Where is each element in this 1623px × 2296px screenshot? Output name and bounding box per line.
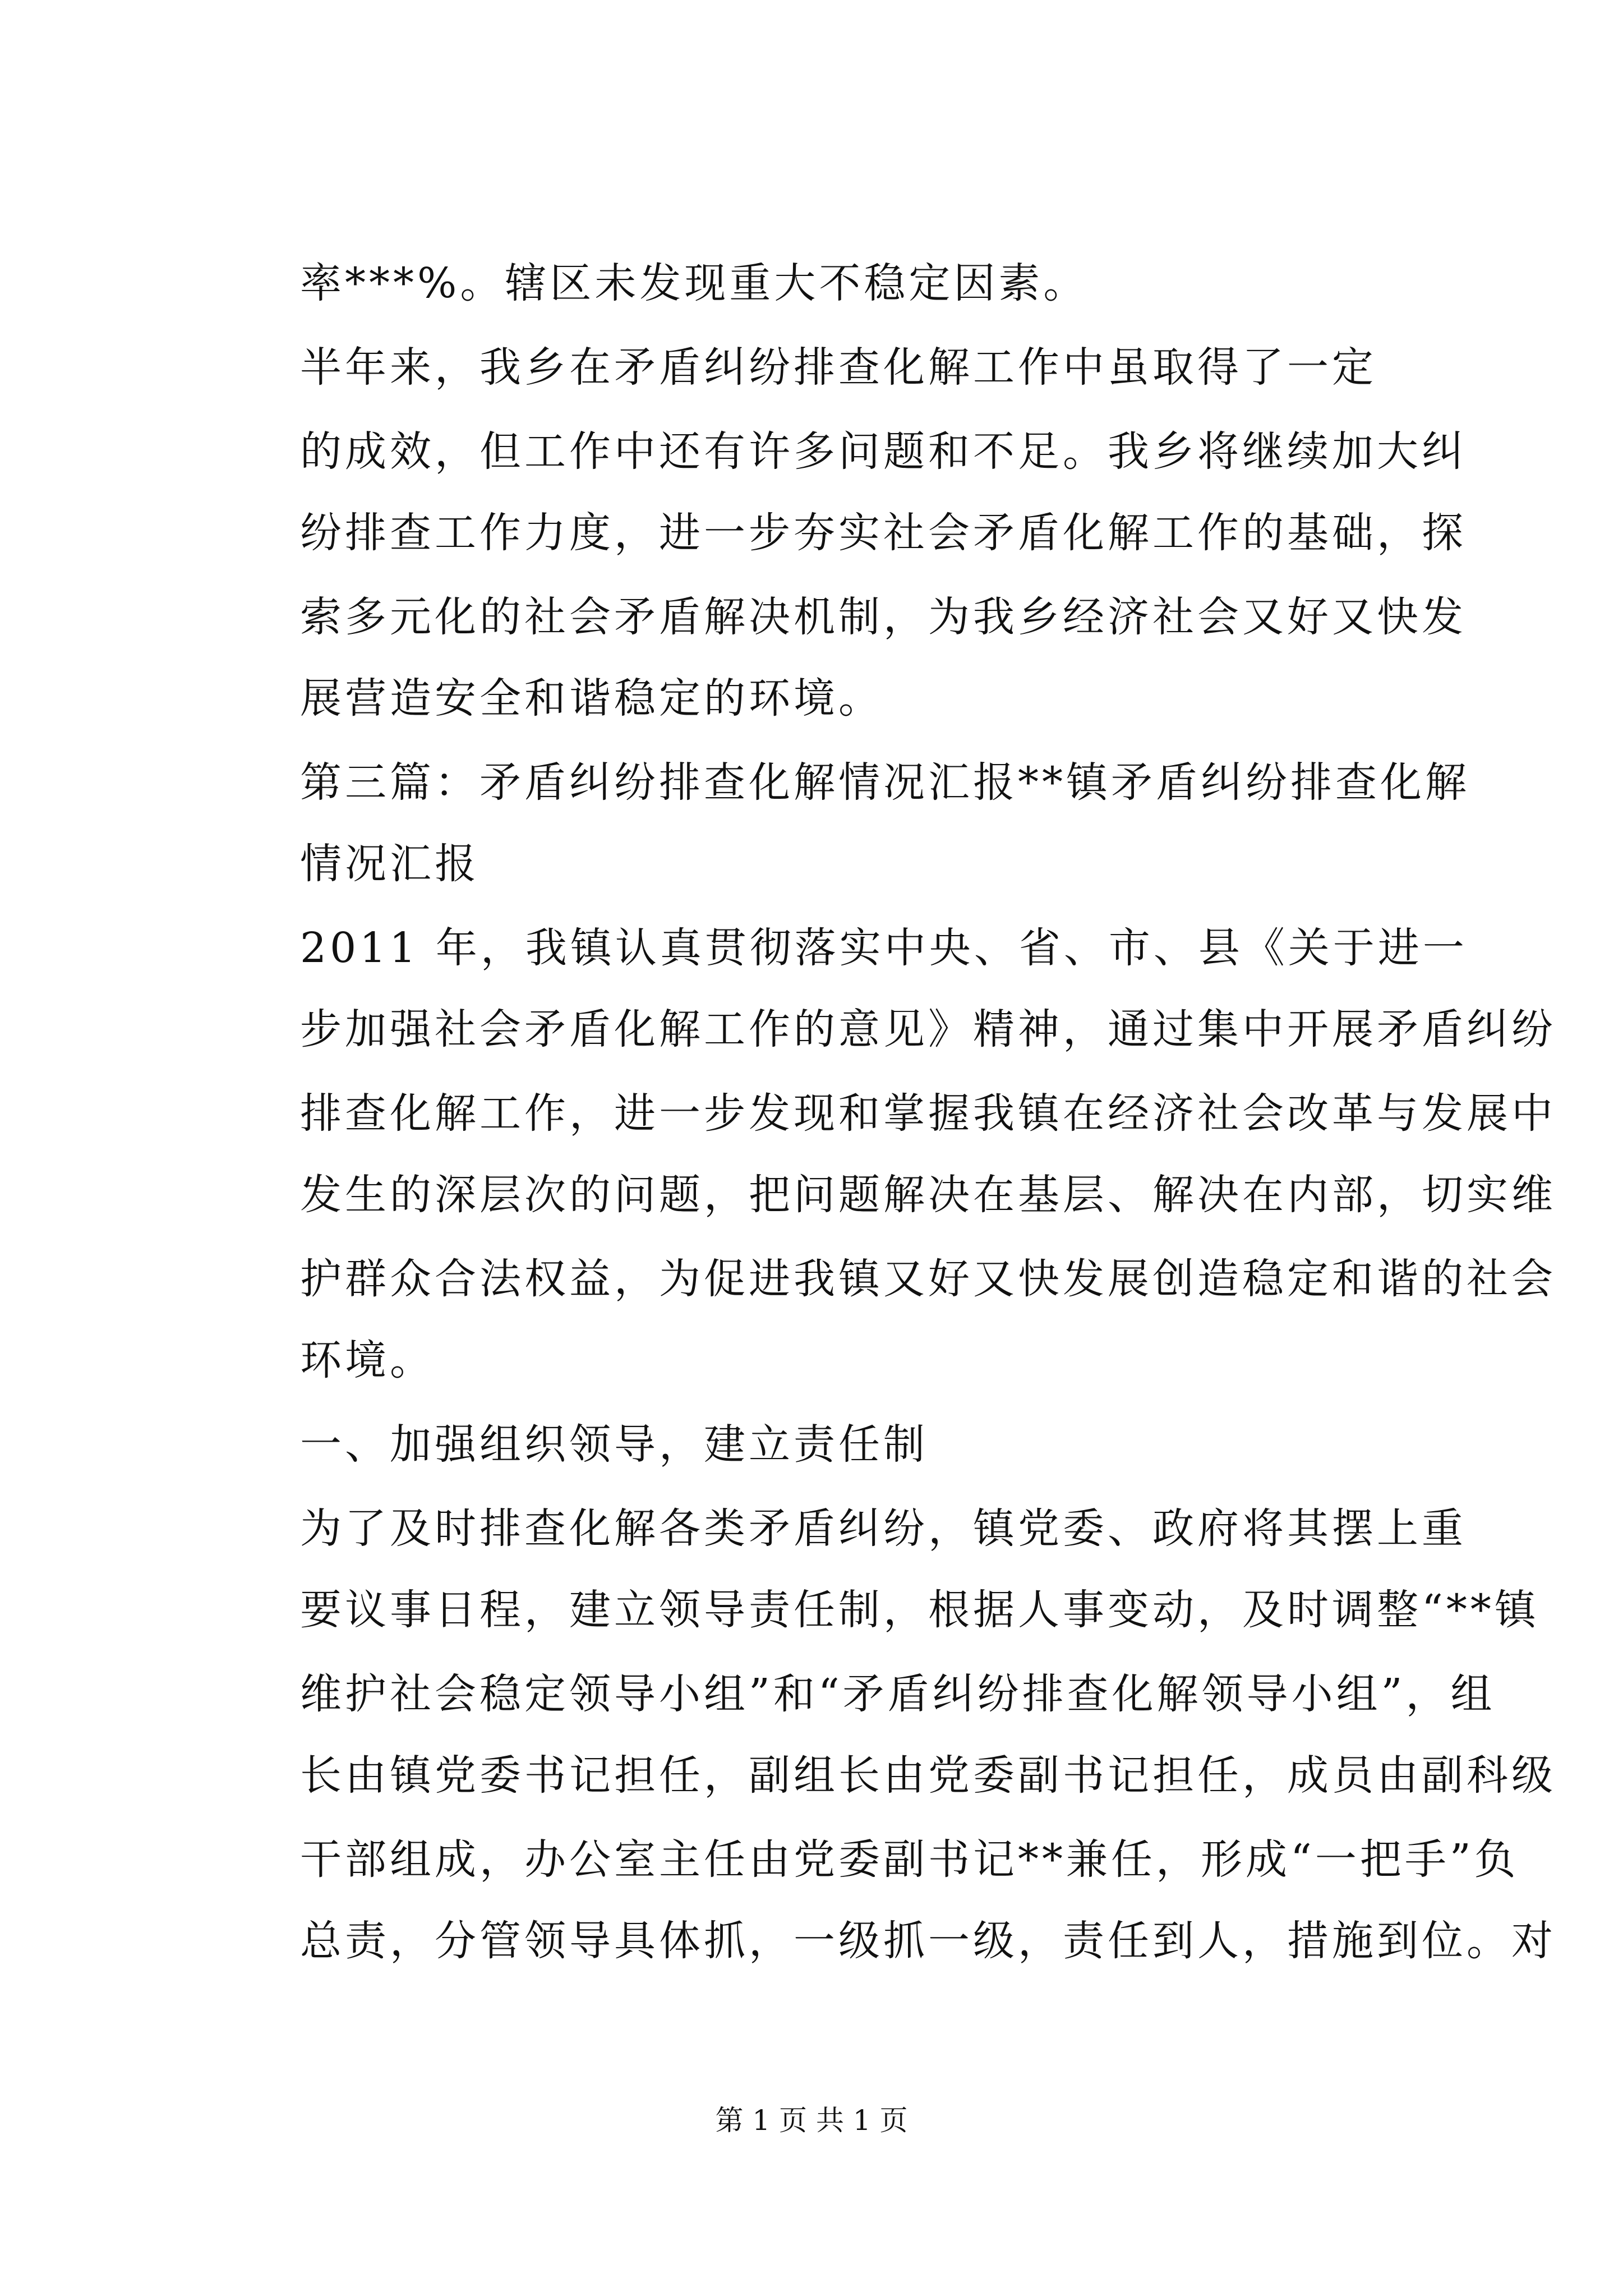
- text-line: 环境。: [300, 1336, 435, 1384]
- text-line: 索多元化的社会矛盾解决机制，为我乡经济社会又好又快发: [300, 593, 1467, 641]
- text-line: 要议事日程，建立领导责任制，根据人事变动，及时调整“**镇: [300, 1586, 1539, 1634]
- subheading-line: 一、加强组织领导，建立责任制: [300, 1420, 928, 1469]
- page-number-footer: 第 1 页 共 1 页: [715, 2104, 908, 2137]
- text-line: 为了及时排查化解各类矛盾纠纷，镇党委、政府将其摆上重: [300, 1504, 1467, 1553]
- text-line: 半年来，我乡在矛盾纠纷排查化解工作中虽取得了一定: [300, 343, 1377, 392]
- text-line: 维护社会稳定领导小组”和“矛盾纠纷排查化解领导小组”，组: [300, 1670, 1496, 1718]
- text-line: 2011 年，我镇认真贯彻落实中央、省、市、县《关于进一: [300, 924, 1468, 972]
- text-line: 护群众合法权益，为促进我镇又好又快发展创造稳定和谐的社会: [300, 1255, 1556, 1303]
- text-line: 干部组成，办公室主任由党委副书记**兼任，形成“一把手”负: [300, 1835, 1519, 1884]
- text-line: 排查化解工作，进一步发现和掌握我镇在经济社会改革与发展中: [300, 1089, 1556, 1138]
- text-line: 率***%。辖区未发现重大不稳定因素。: [300, 259, 1089, 307]
- text-line: 纷排查工作力度，进一步夯实社会矛盾化解工作的基础，探: [300, 509, 1467, 557]
- text-line: 总责，分管领导具体抓，一级抓一级，责任到人，措施到位。对: [300, 1917, 1556, 1965]
- text-line: 的成效，但工作中还有许多问题和不足。我乡将继续加大纠: [300, 427, 1467, 476]
- text-line: 发生的深层次的问题，把问题解决在基层、解决在内部，切实维: [300, 1171, 1556, 1219]
- text-line: 步加强社会矛盾化解工作的意见》精神，通过集中开展矛盾纠纷: [300, 1005, 1556, 1053]
- text-line: 长由镇党委书记担任，副组长由党委副书记担任，成员由副科级: [300, 1751, 1556, 1800]
- section-heading-line: 第三篇：矛盾纠纷排查化解情况汇报**镇矛盾纠纷排查化解: [300, 758, 1470, 807]
- text-line: 展营造安全和谐稳定的环境。: [300, 674, 883, 723]
- section-heading-line: 情况汇报: [300, 840, 479, 888]
